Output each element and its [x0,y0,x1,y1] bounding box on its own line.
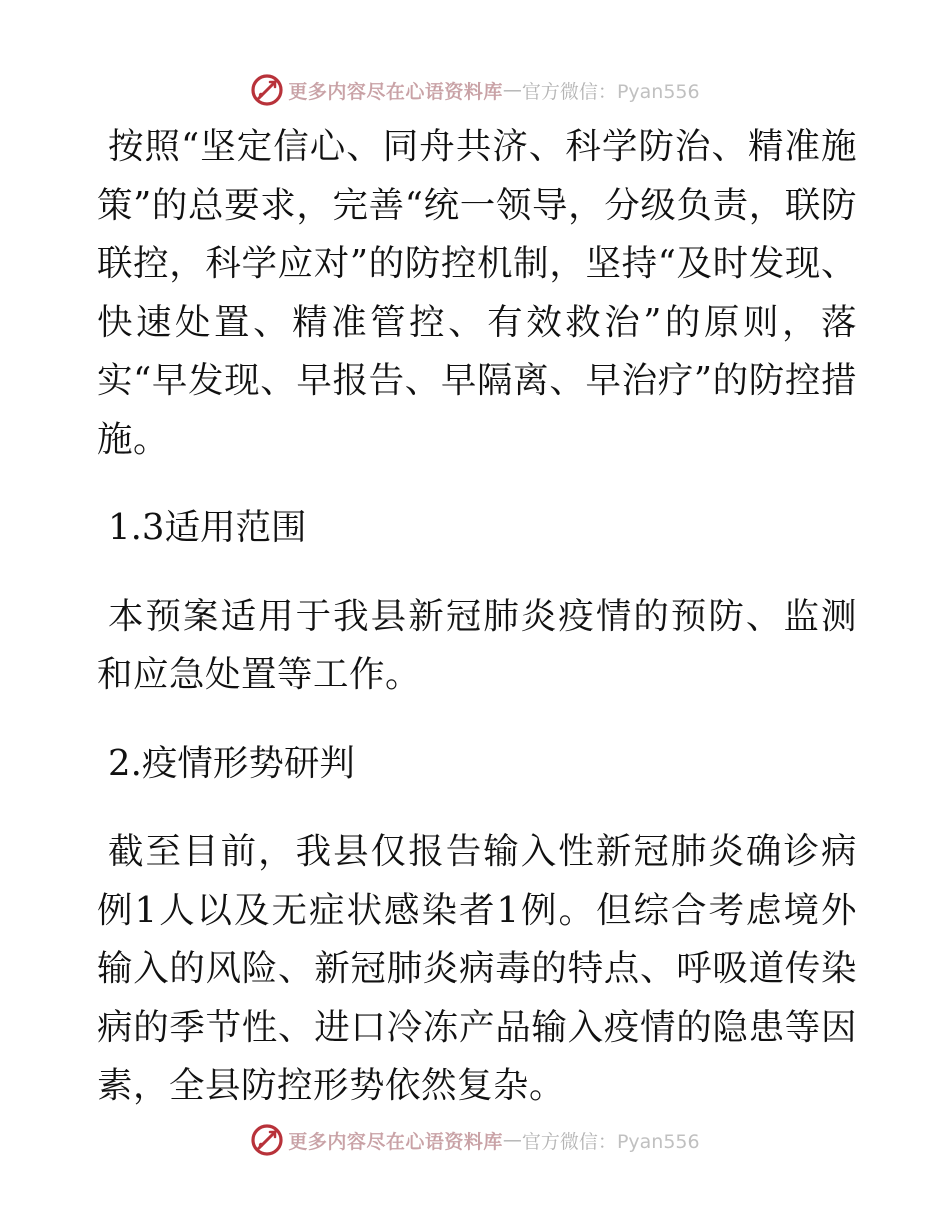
document-body [97,118,857,1146]
footer-wechat-id: Pyan556 [616,1130,700,1153]
header-ad-text: 更多内容尽在心语资料库 [288,80,503,103]
paragraph-situation: 截至目前，我县仅报告输入性新冠肺炎确诊病例1人以及无症状感染者1例。但综合考虑境外输入的风险、新冠肺炎病毒的特点、呼吸道传染病的季节性、进口冷冻产品输入疫情的隐患等因素，全县防控形势依然复杂。 [97,831,857,1106]
header-wechat [522,77,700,104]
footer-ad-text: 更多内容尽在心语资料库 [288,1130,503,1153]
footer-wechat-label: 官方微信： [521,1130,617,1153]
heading-scope: 1.3适用范围 [108,507,307,548]
logo-icon [250,73,284,107]
logo-icon [250,1123,284,1157]
header-banner [0,70,950,110]
footer-banner [0,1120,950,1160]
paragraph-principles: 按照“坚定信心、同舟共济、科学防治、精准施策”的总要求，完善“统一领导，分级负责，联防联控，科学应对”的防控机制，坚持“及时发现、快速处置、精准管控、有效救治”的原则，落实“早发现、早报告、早隔离、早治疗”的防控措施。 [97,126,857,460]
footer-separator: — [502,1129,522,1151]
header-separator: — [502,79,522,101]
footer-wechat [522,1127,700,1154]
header-wechat-label: 官方微信： [521,80,617,103]
paragraph-scope: 本预案适用于我县新冠肺炎疫情的预防、监测和应急处置等工作。 [97,595,857,695]
heading-situation: 2.疫情形势研判 [108,742,355,784]
header-wechat-id: Pyan556 [616,80,700,103]
